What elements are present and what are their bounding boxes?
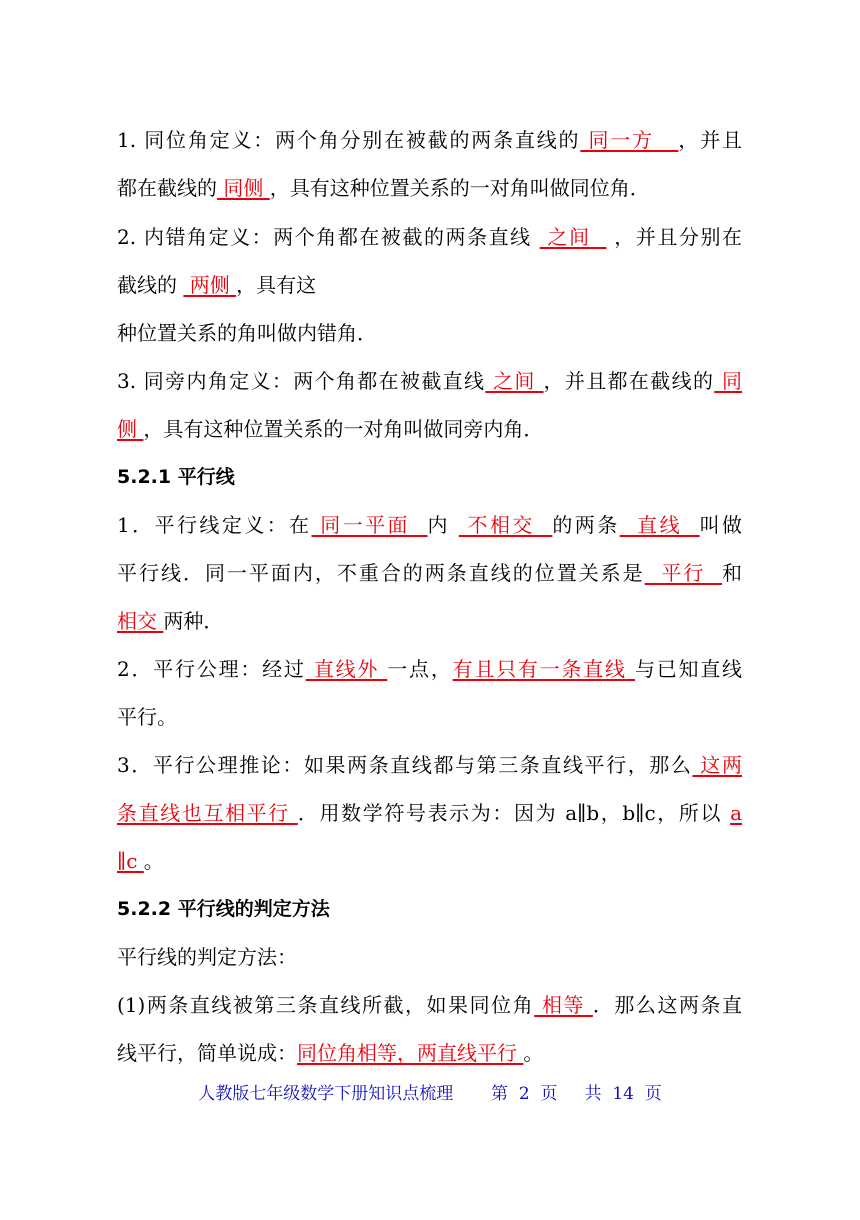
answer-blank: 相等 — [534, 993, 593, 1017]
answer-blank: 直线 — [619, 513, 700, 537]
text-line: 3. 同旁内角定义：两个角都在被截直线 之间 ，并且都在截线的 同 — [117, 369, 743, 393]
answer-blank: 不相交 — [458, 513, 553, 537]
answer-blank: 侧 — [117, 417, 144, 441]
footer-page-total: 共 14 页 — [584, 1084, 662, 1104]
text-line: 条直线也互相平行 ．用数学符号表示为：因为 a∥b，b∥c，所以 a — [117, 801, 743, 825]
text-line: 都在截线的 同侧 ，具有这种位置关系的一对角叫做同位角． — [117, 176, 650, 200]
text-line: (1)两条直线被第三条直线所截，如果同位角 相等 ．那么这两条直 — [117, 993, 742, 1017]
answer-blank: 同位角相等，两直线平行 — [297, 1041, 524, 1065]
answer-blank: 同侧 — [217, 176, 270, 200]
page-footer — [0, 1080, 860, 1108]
text-line: 2. 内错角定义：两个角都在被截的两条直线 之间 ，并且分别在 — [117, 225, 743, 249]
text-line: 侧 ，具有这种位置关系的一对角叫做同旁内角． — [117, 417, 544, 441]
text-line: 平行线的判定方法： — [117, 945, 297, 969]
text-line: 平行。 — [117, 705, 177, 729]
text-line: 1. 同位角定义：两个角分别在被截的两条直线的 同一方 ，并且 — [117, 128, 742, 152]
answer-blank: ∥c — [117, 849, 144, 873]
text-line: 相交 两种． — [117, 609, 224, 633]
answer-blank: 同一方 — [580, 128, 679, 152]
text-line: 1．平行线定义：在 同一平面 内 不相交 的两条 直线 叫做 — [117, 513, 743, 537]
answer-blank: 这两 — [692, 753, 742, 777]
text-line: 平行线．同一平面内，不重合的两条直线的位置关系是 平行 和 — [117, 561, 742, 585]
text-line: ∥c 。 — [117, 849, 164, 873]
answer-blank: 相交 — [117, 609, 164, 633]
answer-blank: 平行 — [644, 561, 722, 585]
answer-blank: a — [730, 801, 743, 825]
text-line: 3．平行公理推论：如果两条直线都与第三条直线平行，那么 这两 — [117, 753, 742, 777]
section-heading: 5.2.1 平行线 — [117, 466, 235, 488]
answer-blank: 条直线也互相平行 — [117, 801, 298, 825]
footer-title: 人教版七年级数学下册知识点梳理 — [198, 1084, 454, 1104]
section-heading: 5.2.2 平行线的判定方法 — [117, 898, 330, 920]
answer-blank: 之间 — [539, 225, 607, 249]
answer-blank: 两侧 — [183, 273, 237, 297]
text-line: 2．平行公理：经过 直线外 一点，有且只有一条直线 与已知直线 — [117, 657, 743, 681]
answer-blank: 同一平面 — [311, 513, 428, 537]
answer-blank: 同 — [714, 369, 743, 393]
footer-page-number: 第 2 页 — [491, 1084, 558, 1104]
answer-blank: 之间 — [485, 369, 544, 393]
text-line: 线平行，简单说成：同位角相等，两直线平行 。 — [117, 1041, 544, 1065]
text-line: 截线的 两侧 ，具有这 — [117, 273, 317, 297]
answer-blank: 有且只有一条直线 — [452, 657, 635, 681]
text-line: 种位置关系的角叫做内错角． — [117, 321, 377, 345]
answer-blank: 直线外 — [305, 657, 388, 681]
